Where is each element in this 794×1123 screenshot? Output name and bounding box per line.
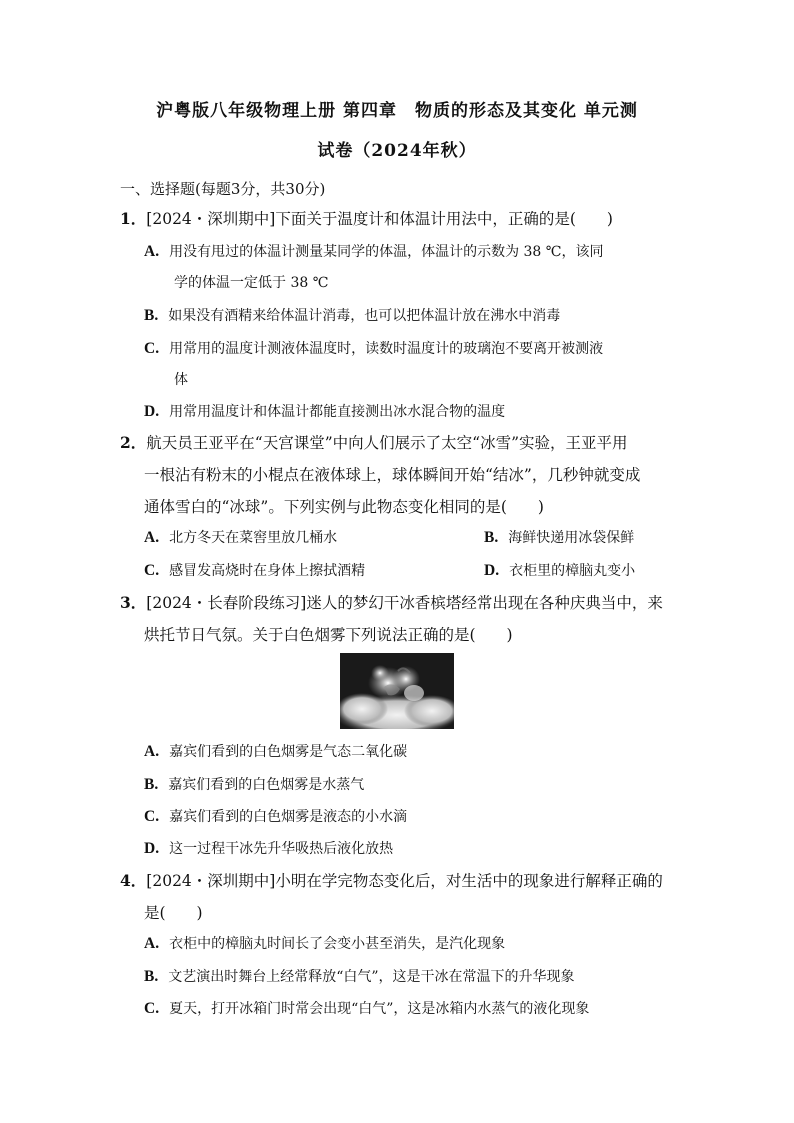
option-text: 衣柜中的樟脑丸时间长了会变小甚至消失，是汽化现象: [169, 936, 506, 952]
option-letter: A.: [144, 243, 160, 260]
option-letter: D.: [484, 562, 500, 579]
option-text: 用常用的温度计测液体温度时，读数时温度计的玻璃泡不要离开被测液: [169, 341, 604, 357]
option-letter: A.: [144, 935, 160, 952]
section-heading: 一、选择题(每题3分，共30分): [120, 180, 326, 198]
option-letter: A.: [144, 743, 160, 760]
option-letter: C.: [144, 808, 160, 825]
question-4-stem: [120, 865, 680, 929]
q1-option-c-cont: 体: [174, 372, 188, 388]
question-number: 3．: [120, 593, 147, 612]
q2-option-a[interactable]: [144, 527, 337, 547]
exam-title-line2: 试卷（2024年秋）: [317, 141, 477, 161]
option-text: 用没有甩过的体温计测量某同学的体温，体温计的示数为 38 ℃，该同: [169, 244, 604, 260]
smoke-illustration: [340, 653, 454, 729]
question-text: 是( ): [144, 904, 203, 922]
question-number: 4．: [120, 871, 147, 890]
question-text: 航天员王亚平在“天宫课堂”中向人们展示了太空“冰雪”实验，王亚平用: [146, 434, 628, 452]
option-text: 感冒发高烧时在身体上擦拭酒精: [169, 563, 366, 579]
option-text: 衣柜里的樟脑丸变小: [509, 563, 636, 579]
option-letter: B.: [144, 307, 159, 324]
q1-option-d[interactable]: [144, 401, 505, 421]
option-letter: C.: [144, 340, 160, 357]
q4-option-c[interactable]: [144, 998, 589, 1018]
option-letter: B.: [144, 968, 159, 985]
option-text: 这一过程干冰先升华吸热后液化放热: [169, 841, 394, 857]
question-text: 一根沾有粉末的小棍点在液体球上，球体瞬间开始“结冰”，几秒钟就变成: [144, 466, 641, 484]
option-letter: B.: [144, 776, 159, 793]
option-text: 如果没有酒精来给体温计消毒，也可以把体温计放在沸水中消毒: [168, 308, 561, 324]
question-text: 通体雪白的“冰球”。下列实例与此物态变化相同的是( ): [144, 498, 544, 516]
q2-option-b[interactable]: [484, 527, 634, 547]
q3-option-d[interactable]: [144, 838, 393, 858]
question-text: [2024・深圳期中]小明在学完物态变化后，对生活中的现象进行解释正确的: [146, 872, 663, 890]
q3-option-b[interactable]: [144, 774, 364, 794]
option-text: 夏天，打开冰箱门时常会出现“白气”，这是冰箱内水蒸气的液化现象: [169, 1001, 590, 1017]
option-letter: C.: [144, 1000, 160, 1017]
q4-option-b[interactable]: [144, 966, 575, 986]
exam-title-line1: 沪粤版八年级物理上册 第四章 物质的形态及其变化 单元测: [156, 101, 638, 121]
q2-option-c[interactable]: [144, 560, 365, 580]
question-text: 烘托节日气氛。关于白色烟雾下列说法正确的是( ): [144, 626, 513, 644]
q1-option-b[interactable]: [144, 305, 560, 325]
option-text: 北方冬天在菜窖里放几桶水: [169, 530, 338, 546]
q2-option-d[interactable]: [484, 560, 635, 580]
option-text: 文艺演出时舞台上经常释放“白气”，这是干冰在常温下的升华现象: [168, 969, 575, 985]
option-letter: B.: [484, 529, 499, 546]
question-number: 1．: [120, 209, 147, 228]
option-letter: D.: [144, 403, 160, 420]
q1-option-a-cont: 学的体温一定低于 38 ℃: [174, 275, 329, 291]
option-text: 嘉宾们看到的白色烟雾是水蒸气: [168, 777, 365, 793]
q3-option-a[interactable]: [144, 741, 407, 761]
q3-option-c[interactable]: [144, 806, 407, 826]
option-text: 用常用温度计和体温计都能直接测出冰水混合物的温度: [169, 404, 506, 420]
q1-option-c[interactable]: [144, 338, 603, 358]
option-letter: D.: [144, 840, 160, 857]
option-text: 嘉宾们看到的白色烟雾是液态的小水滴: [169, 809, 408, 825]
question-text: [2024・深圳期中]下面关于温度计和体温计用法中，正确的是( ): [146, 210, 613, 228]
q1-option-a[interactable]: [144, 241, 603, 261]
q4-option-a[interactable]: [144, 933, 505, 953]
question-3-stem: [120, 587, 680, 651]
option-text: 海鲜快递用冰袋保鲜: [508, 530, 635, 546]
question-text: [2024・长春阶段练习]迷人的梦幻干冰香槟塔经常出现在各种庆典当中，来: [146, 594, 663, 612]
option-text: 嘉宾们看到的白色烟雾是气态二氧化碳: [169, 744, 408, 760]
question-2-stem: [120, 427, 680, 523]
question-1-stem: [120, 203, 680, 235]
question-number: 2．: [120, 433, 147, 452]
option-letter: C.: [144, 562, 160, 579]
option-letter: A.: [144, 529, 160, 546]
dry-ice-smoke-photo: [340, 653, 454, 729]
